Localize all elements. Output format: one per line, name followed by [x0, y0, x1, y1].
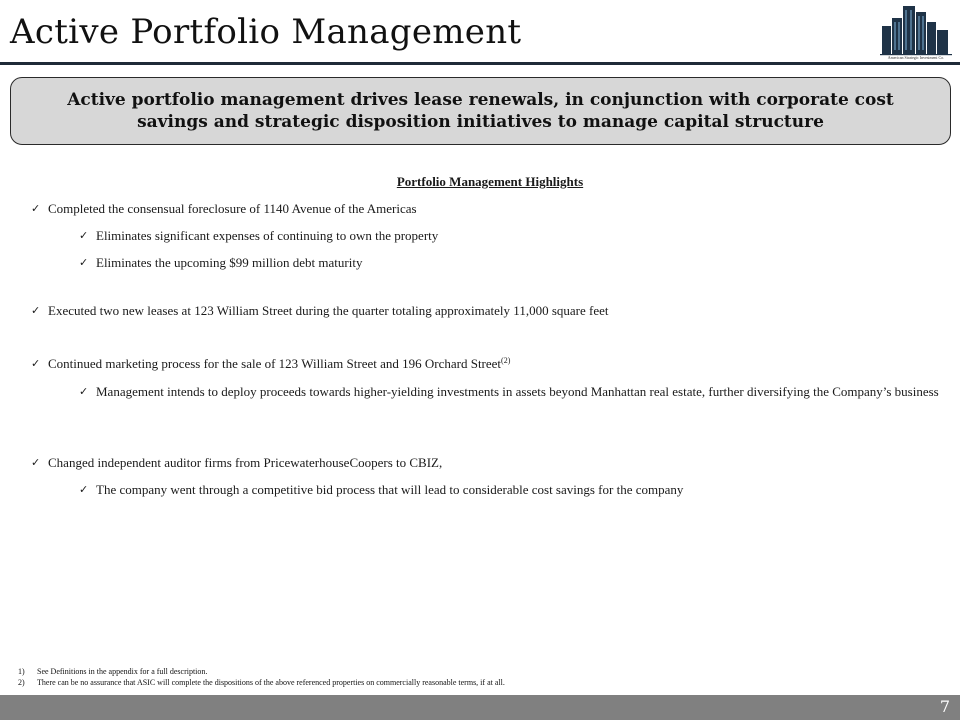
logo-caption: American Strategic Investment Co.	[887, 55, 945, 60]
checkmark-icon: ✓	[79, 483, 89, 496]
footnote-text: See Definitions in the appendix for a full description.	[37, 667, 208, 676]
footnote-text: There can be no assurance that ASIC will complete the dispositions of the above referenced properties on commercially reasonable terms, if at all.	[37, 678, 505, 687]
bullet-item	[31, 455, 931, 471]
bullet-text: Eliminates significant expenses of continuing to own the property	[96, 228, 439, 243]
sub-bullet-item	[79, 482, 945, 498]
page-title: Active Portfolio Management	[10, 12, 522, 52]
checkmark-icon: ✓	[31, 357, 41, 370]
footer-bar	[0, 695, 960, 720]
bullet-text: Management intends to deploy proceeds towards higher-yielding investments in assets beyond Manhattan real estate, further diversifying the Company’s business	[96, 384, 939, 399]
footnote-number: 1)	[18, 667, 25, 676]
footnote	[18, 677, 505, 688]
bullet-text: Completed the consensual foreclosure of 1140 Avenue of the Americas	[48, 201, 417, 216]
footnote	[18, 666, 505, 677]
page-number: 7	[939, 697, 950, 716]
bullet-item	[31, 201, 931, 217]
section-heading: Portfolio Management Highlights	[396, 174, 584, 189]
checkmark-icon: ✓	[31, 202, 41, 215]
footnote-reference: (2)	[501, 356, 511, 365]
footnotes	[18, 666, 505, 688]
bullet-text: The company went through a competitive bid process that will lead to considerable cost savings for the company	[96, 482, 684, 497]
bullet-item	[31, 303, 931, 319]
checkmark-icon: ✓	[79, 256, 89, 269]
bullet-text: Continued marketing process for the sale of 123 William Street and 196 Orchard Street	[48, 356, 502, 371]
bullet-text: Eliminates the upcoming $99 million debt maturity	[96, 255, 363, 270]
bullet-item	[31, 356, 931, 372]
sub-bullet-item	[79, 255, 945, 271]
footnote-number: 2)	[18, 678, 25, 687]
summary-banner	[10, 77, 951, 145]
checkmark-icon: ✓	[31, 304, 41, 317]
checkmark-icon: ✓	[79, 229, 89, 242]
bullet-text: Executed two new leases at 123 William Street during the quarter totaling approximately 11,000 square feet	[48, 303, 609, 318]
sub-bullet-item	[79, 384, 945, 400]
company-logo-icon	[880, 4, 952, 62]
bullet-text: Changed independent auditor firms from PricewaterhouseCoopers to CBIZ,	[48, 455, 443, 470]
checkmark-icon: ✓	[79, 385, 89, 398]
banner-text: Active portfolio management drives lease renewals, in conjunction with corporate cost savings and strategic disposition initiatives to manage capital structure	[67, 90, 894, 132]
title-divider	[0, 62, 960, 65]
sub-bullet-item	[79, 228, 945, 244]
checkmark-icon: ✓	[31, 456, 41, 469]
